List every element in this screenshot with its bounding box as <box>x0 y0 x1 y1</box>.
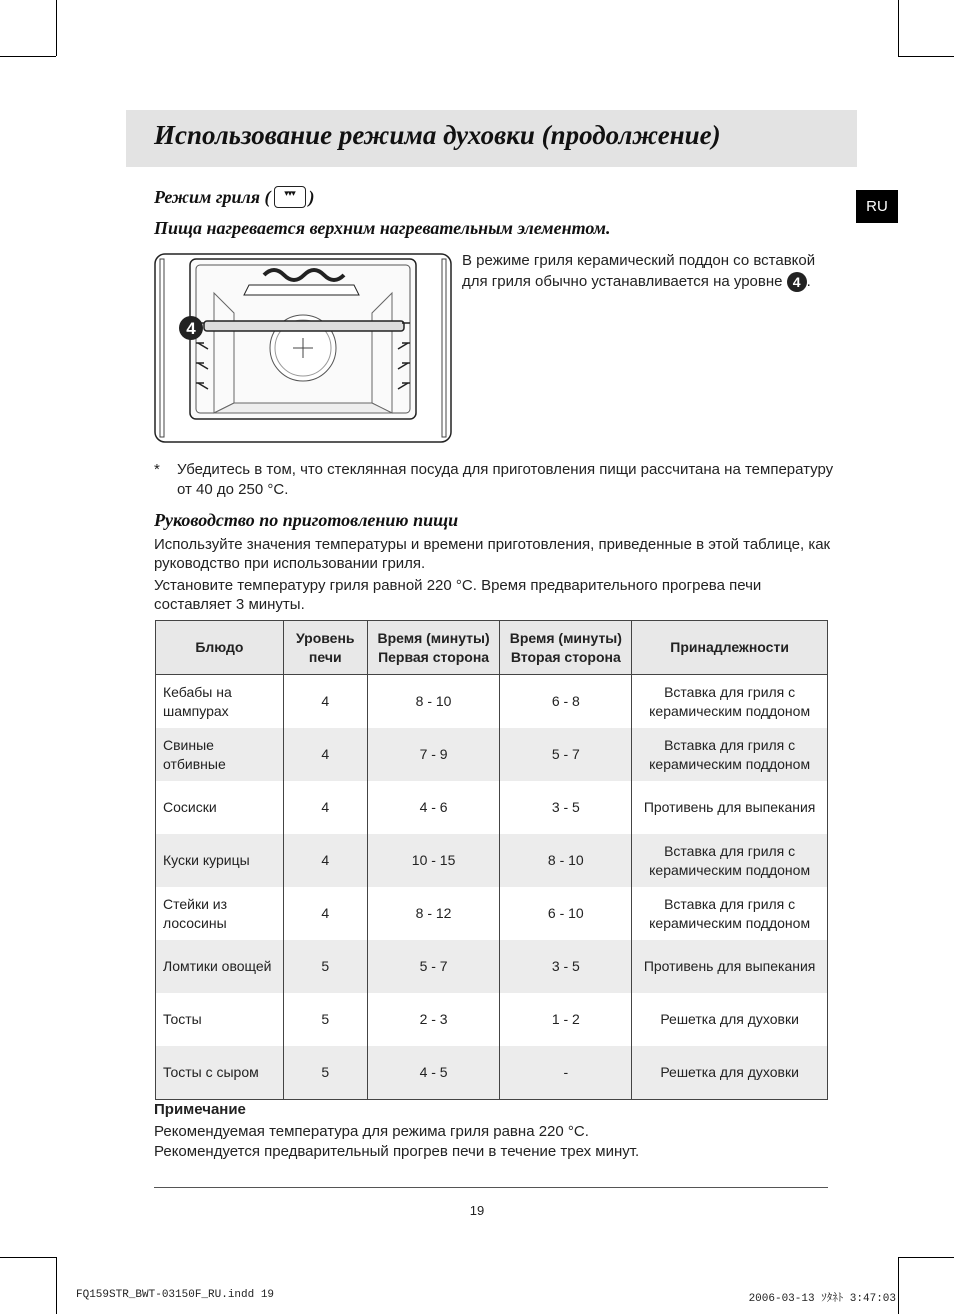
cell-time-first: 4 - 5 <box>367 1046 500 1100</box>
language-tab: RU <box>856 190 898 223</box>
grill-subtitle: Пища нагревается верхним нагревательным элементом. <box>154 218 611 238</box>
cell-level: 5 <box>283 993 367 1046</box>
cooking-table <box>155 620 828 1100</box>
crop-mark <box>56 0 57 56</box>
table-row <box>156 675 828 729</box>
cell-dish: Ломтики овощей <box>156 940 284 993</box>
cell-level: 5 <box>283 1046 367 1100</box>
cell-accessories: Вставка для гриля с керамическим поддоном <box>632 728 828 781</box>
crop-mark <box>56 1257 57 1314</box>
level-badge: 4 <box>186 319 196 338</box>
cell-accessories: Вставка для гриля с керамическим поддоном <box>632 887 828 940</box>
grill-description-end: . <box>806 273 811 290</box>
cell-time-second: 8 - 10 <box>500 834 632 887</box>
cell-level: 4 <box>283 675 367 729</box>
cell-dish: Сосиски <box>156 781 284 834</box>
guide-paragraph-1: Используйте значения температуры и времени приготовления, приведенные в этой таблице, как руководство при использовании гриля. <box>154 536 831 572</box>
cell-time-first: 2 - 3 <box>367 993 500 1046</box>
table-row <box>156 728 828 781</box>
table-row <box>156 781 828 834</box>
grill-description <box>462 250 832 292</box>
title-band <box>126 110 857 167</box>
cell-accessories: Вставка для гриля с керамическим поддоном <box>632 675 828 729</box>
crop-mark <box>0 1257 56 1258</box>
cell-time-second: 1 - 2 <box>500 993 632 1046</box>
crop-mark <box>898 1257 899 1314</box>
header-time-first: Время (минуты) Первая сторона <box>367 621 500 675</box>
cell-level: 4 <box>283 887 367 940</box>
cell-time-first: 8 - 10 <box>367 675 500 729</box>
crop-mark <box>898 1257 954 1258</box>
grill-mode-suffix: ) <box>308 186 315 207</box>
oven-illustration <box>154 253 452 443</box>
cell-dish: Тосты с сыром <box>156 1046 284 1100</box>
remark-line: Рекомендуемая температура для режима гриля равна 220 °C. <box>154 1123 589 1140</box>
print-timestamp: 2006-03-13 ｿﾀﾈﾄ 3:47:03 <box>748 1293 896 1305</box>
cell-dish: Стейки из лососины <box>156 887 284 940</box>
cell-accessories: Решетка для духовки <box>632 1046 828 1100</box>
cell-accessories: Решетка для духовки <box>632 993 828 1046</box>
page-number: 19 <box>469 1203 485 1218</box>
crop-mark <box>0 56 56 57</box>
grill-key-icon: ▾▾▾ <box>274 186 306 208</box>
cell-time-second: 3 - 5 <box>500 781 632 834</box>
cell-time-first: 10 - 15 <box>367 834 500 887</box>
cell-time-second: 5 - 7 <box>500 728 632 781</box>
cell-dish: Кебабы на шампурах <box>156 675 284 729</box>
remark-body <box>154 1122 639 1162</box>
cell-time-first: 8 - 12 <box>367 887 500 940</box>
crop-mark <box>898 56 954 57</box>
cell-level: 4 <box>283 781 367 834</box>
cell-level: 5 <box>283 940 367 993</box>
header-dish: Блюдо <box>156 621 284 675</box>
grill-mode-heading <box>154 186 315 208</box>
table-header-row <box>156 621 828 675</box>
cell-accessories: Вставка для гриля с керамическим поддоном <box>632 834 828 887</box>
glassware-note <box>154 460 834 500</box>
grill-description-text: В режиме гриля керамический поддон со вставкой для гриля обычно устанавливается на уровне <box>462 252 816 290</box>
footer-divider <box>154 1187 828 1188</box>
level-inline-badge: 4 <box>787 272 807 292</box>
cell-time-second: 6 - 10 <box>500 887 632 940</box>
oven-diagram-icon <box>154 253 452 443</box>
crop-mark <box>898 0 899 56</box>
guide-paragraph-2: Установите температуру гриля равной 220 °C. Время предварительного прогрева печи составляет 3 минуты. <box>154 577 762 613</box>
guide-heading: Руководство по приготовлению пищи <box>154 510 459 530</box>
table-row <box>156 834 828 887</box>
cell-accessories: Противень для выпекания <box>632 781 828 834</box>
remark-title: Примечание <box>154 1101 246 1118</box>
cell-dish: Свиные отбивные <box>156 728 284 781</box>
cell-time-first: 4 - 6 <box>367 781 500 834</box>
table-row <box>156 887 828 940</box>
table-row <box>156 940 828 993</box>
cell-time-second: 3 - 5 <box>500 940 632 993</box>
page-title: Использование режима духовки (продолжение) <box>154 120 721 150</box>
note-marker: * <box>154 461 160 478</box>
cell-accessories: Противень для выпекания <box>632 940 828 993</box>
cell-time-second: 6 - 8 <box>500 675 632 729</box>
cell-dish: Куски курицы <box>156 834 284 887</box>
remark-line: Рекомендуется предварительный прогрев печи в течение трех минут. <box>154 1143 640 1160</box>
cell-dish: Тосты <box>156 993 284 1046</box>
file-info: FQ159STR_BWT-03150F_RU.indd 19 <box>76 1289 275 1301</box>
header-level: Уровень печи <box>283 621 367 675</box>
cell-time-first: 5 - 7 <box>367 940 500 993</box>
table-row <box>156 1046 828 1100</box>
table-row <box>156 993 828 1046</box>
cell-level: 4 <box>283 728 367 781</box>
note-text: Убедитесь в том, что стеклянная посуда для приготовления пищи рассчитана на температуру от 40 до 250 °C. <box>177 461 834 498</box>
cell-level: 4 <box>283 834 367 887</box>
header-time-second: Время (минуты) Вторая сторона <box>500 621 632 675</box>
cell-time-second: - <box>500 1046 632 1100</box>
header-accessories: Принадлежности <box>632 621 828 675</box>
grill-mode-prefix: Режим гриля ( <box>154 186 271 207</box>
cell-time-first: 7 - 9 <box>367 728 500 781</box>
